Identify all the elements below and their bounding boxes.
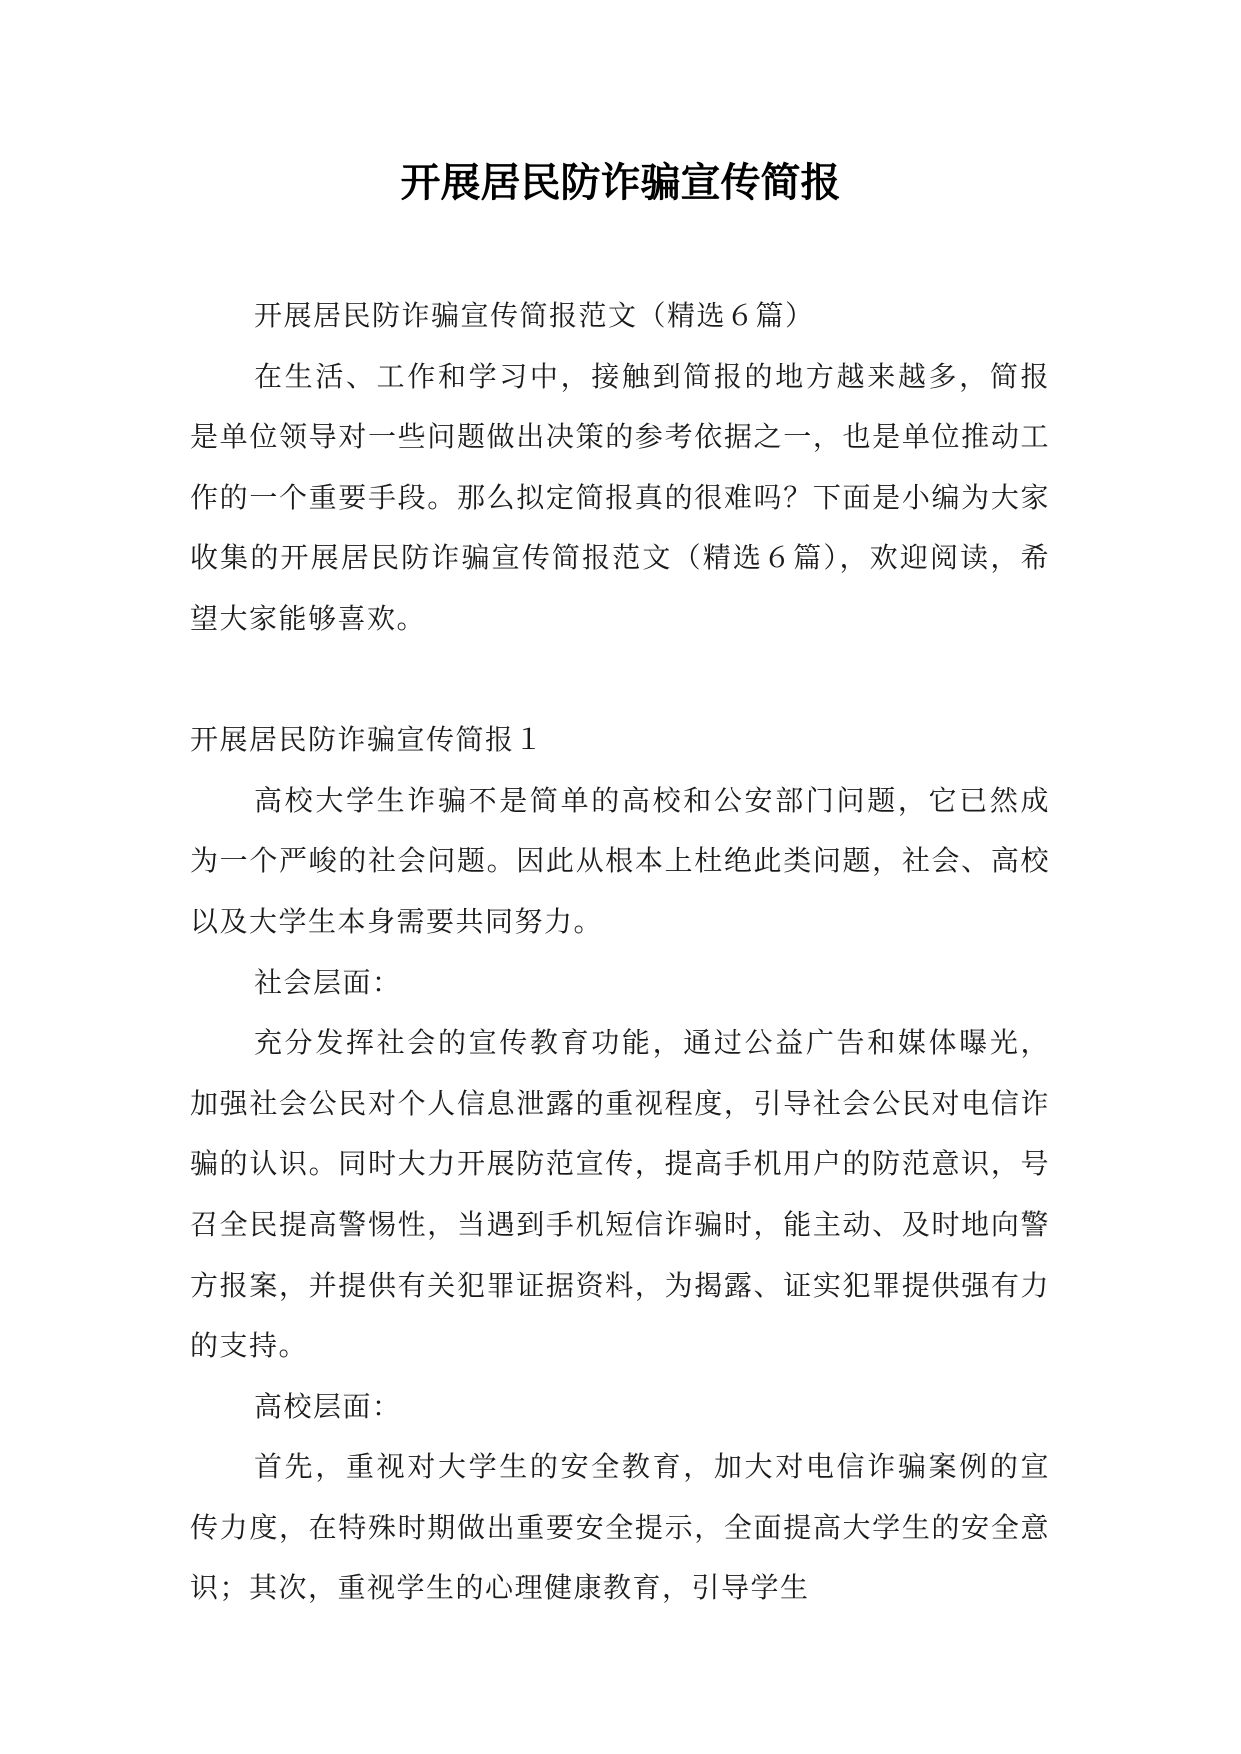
document-title: 开展居民防诈骗宣传简报 bbox=[400, 160, 841, 206]
intro-paragraph: 在生活、工作和学习中，接触到简报的地方越来越多，简报是单位领导对一些问题做出决策的参考依据之一，也是单位推动工作的一个重要手段。那么拟定简报真的很难吗？下面是小编为大家收集的开展居民防诈骗宣传简报范文（精选６篇），欢迎阅读，希望大家能够喜欢。 bbox=[190, 359, 1050, 635]
school-level-heading: 高校层面： bbox=[254, 1389, 402, 1423]
school-level-paragraph: 首先，重视对大学生的安全教育，加大对电信诈骗案例的宣传力度，在特殊时期做出重要安全提示，全面提高大学生的安全意识；其次，重视学生的心理健康教育，引导学生 bbox=[190, 1450, 1050, 1605]
document-subtitle: 开展居民防诈骗宣传简报范文（精选６篇） bbox=[254, 299, 815, 332]
paragraph-spacer bbox=[190, 650, 1050, 711]
section-heading: 开展居民防诈骗宣传简报１ bbox=[190, 723, 545, 757]
document-body bbox=[190, 286, 1050, 1619]
social-level-heading: 社会层面： bbox=[254, 965, 402, 999]
section-paragraph: 高校大学生诈骗不是简单的高校和公安部门问题，它已然成为一个严峻的社会问题。因此从根本上杜绝此类问题，社会、高校以及大学生本身需要共同努力。 bbox=[190, 783, 1050, 938]
social-level-paragraph: 充分发挥社会的宣传教育功能，通过公益广告和媒体曝光，加强社会公民对个人信息泄露的重视程度，引导社会公民对电信诈骗的认识。同时大力开展防范宣传，提高手机用户的防范意识，号召全民提高警惕性，当遇到手机短信诈骗时，能主动、及时地向警方报案，并提供有关犯罪证据资料，为揭露、证实犯罪提供强有力的支持。 bbox=[190, 1026, 1050, 1363]
